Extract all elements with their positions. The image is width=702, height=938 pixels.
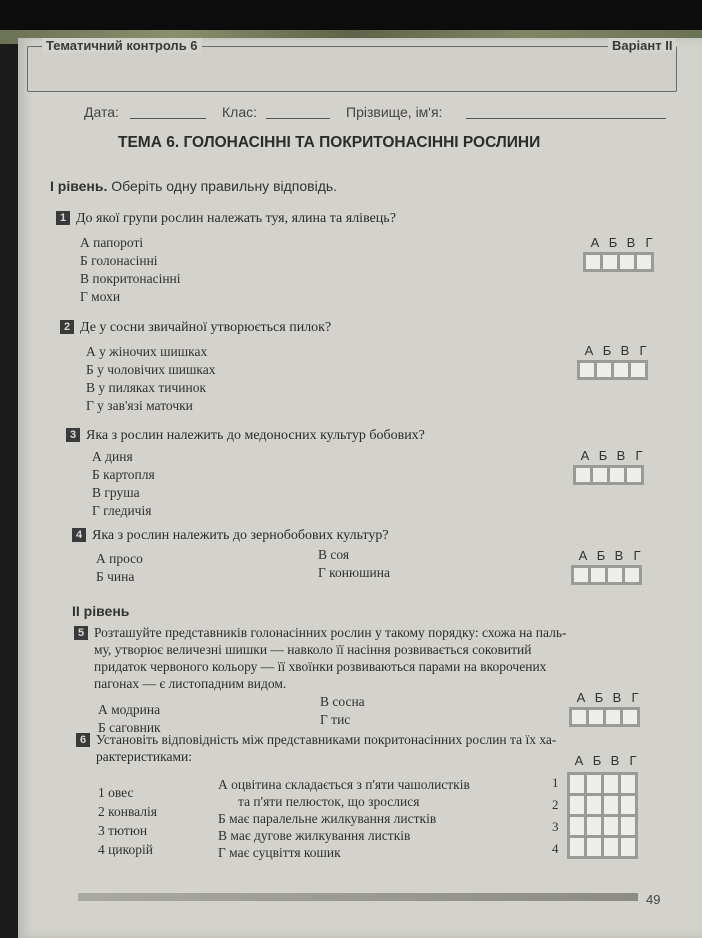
- matrix-cell[interactable]: [604, 775, 618, 793]
- question-4-options-left: [96, 550, 143, 586]
- question-number: 6: [76, 733, 90, 747]
- question-4-options-right: [318, 546, 390, 582]
- answer-letters-5: А Б В Г: [576, 690, 639, 705]
- date-line: [130, 118, 206, 119]
- date-label: Дата:: [84, 104, 119, 120]
- matrix-cell[interactable]: [621, 796, 635, 814]
- matrix-cell[interactable]: [570, 817, 584, 835]
- characteristic-item: та п'яти пелюсток, що зрослися: [238, 794, 420, 809]
- answer-grid-4: [571, 565, 642, 585]
- answer-cell[interactable]: [576, 468, 590, 482]
- answer-cell[interactable]: [608, 568, 622, 582]
- answer-matrix-6: [567, 772, 638, 859]
- option: Г конюшина: [318, 565, 390, 580]
- question-number: 5: [74, 626, 88, 640]
- option: Г тис: [320, 712, 351, 727]
- answer-grid-3: [573, 465, 644, 485]
- matrix-cell[interactable]: [587, 775, 601, 793]
- option: Б у чоловічих шишках: [86, 362, 216, 377]
- top-dark-strip: [0, 0, 702, 30]
- question-number: 1: [56, 211, 70, 225]
- option: Г гледичія: [92, 503, 152, 518]
- matrix-cell[interactable]: [604, 796, 618, 814]
- matrix-cell[interactable]: [587, 817, 601, 835]
- matrix-cell[interactable]: [587, 838, 601, 856]
- matrix-row-numbers: 1 2 3 4: [552, 775, 559, 856]
- matrix-cell[interactable]: [621, 817, 635, 835]
- answer-letters-3: А Б В Г: [580, 448, 643, 463]
- option: Г у зав'язі маточки: [86, 398, 193, 413]
- answer-letters-4: А Б В Г: [578, 548, 641, 563]
- answer-cell[interactable]: [623, 710, 637, 724]
- answer-cell[interactable]: [610, 468, 624, 482]
- answer-grid-5: [569, 707, 640, 727]
- class-line: [266, 118, 330, 119]
- name-label: Прізвище, ім'я:: [346, 104, 443, 120]
- answer-grid-1: [583, 252, 654, 272]
- test-title: Тематичний контроль 6: [42, 38, 202, 53]
- answer-letters-2: А Б В Г: [584, 343, 647, 358]
- question-text: Яка з рослин належить до медоносних культур бобових?: [86, 428, 425, 443]
- answer-cell[interactable]: [593, 468, 607, 482]
- matrix-cell[interactable]: [570, 796, 584, 814]
- plant-item: 1 овес: [98, 785, 134, 800]
- characteristic-item: Б має паралельне жилкування листків: [218, 811, 437, 826]
- question-text: Яка з рослин належить до зернобобових культур?: [92, 528, 389, 543]
- name-line: [466, 118, 666, 119]
- question-1-options: [80, 234, 181, 306]
- question-2-options: [86, 343, 215, 415]
- answer-cell[interactable]: [580, 363, 594, 377]
- option: В сосна: [320, 694, 365, 709]
- page-number: 49: [646, 892, 661, 907]
- question-number: 4: [72, 528, 86, 542]
- option: В груша: [92, 485, 140, 500]
- answer-letters-1: А Б В Г: [590, 235, 653, 250]
- plant-item: 3 тютюн: [98, 823, 148, 838]
- option: В покритонасінні: [80, 271, 181, 286]
- option: В у пиляках тичинок: [86, 380, 207, 395]
- option: Б картопля: [92, 467, 155, 482]
- level1-label: І рівень.: [50, 178, 108, 194]
- question-6-characteristics: [218, 776, 470, 861]
- matrix-cell[interactable]: [570, 838, 584, 856]
- question-6-plants: [98, 783, 157, 859]
- answer-cell[interactable]: [637, 255, 651, 269]
- answer-letters-6: А Б В Г: [574, 753, 637, 768]
- variant-label: Варіант II: [608, 38, 676, 53]
- question-3: [66, 428, 425, 444]
- answer-cell[interactable]: [591, 568, 605, 582]
- option: А просо: [96, 551, 143, 566]
- characteristic-item: В має дугове жилкування листків: [218, 828, 411, 843]
- plant-item: 4 цикорій: [98, 842, 153, 857]
- question-text: пагонах — є листопадним видом.: [94, 676, 287, 691]
- question-text: Установіть відповідність між представниками покритонасінних рослин та їх ха-: [96, 732, 557, 747]
- answer-cell[interactable]: [620, 255, 634, 269]
- class-label: Клас:: [222, 104, 257, 120]
- option: А модрина: [98, 702, 161, 717]
- characteristic-item: Г має суцвіття кошик: [218, 845, 341, 860]
- option: Б чина: [96, 569, 135, 584]
- option: Г мохи: [80, 289, 121, 304]
- question-text: придаток червоного кольору — її хвоїнки розвиваються парами на вкорочених: [94, 659, 547, 674]
- question-text: Розташуйте представників голонасінних рослин у такому порядку: схожа на паль-: [94, 625, 567, 640]
- plant-item: 2 конвалія: [98, 804, 157, 819]
- question-2: [60, 320, 331, 336]
- question-text: Де у сосни звичайної утворюється пилок?: [80, 320, 332, 335]
- matrix-cell[interactable]: [621, 838, 635, 856]
- answer-grid-2: [577, 360, 648, 380]
- answer-cell[interactable]: [614, 363, 628, 377]
- question-1: [56, 211, 396, 227]
- question-text: му, утворює величезні шишки — навколо її насіння розвивається соковитий: [94, 642, 532, 657]
- question-5: [74, 624, 674, 692]
- answer-cell[interactable]: [586, 255, 600, 269]
- question-5-options-right: [320, 693, 365, 729]
- option: Б саговник: [98, 720, 161, 735]
- topic-title: ТЕМА 6. ГОЛОНАСІННІ ТА ПОКРИТОНАСІННІ РОСЛИНИ: [118, 134, 541, 151]
- level1-instruction: Оберіть одну правильну відповідь.: [111, 178, 338, 194]
- option: А диня: [92, 449, 133, 464]
- question-text: рактеристиками:: [96, 749, 192, 764]
- footer-bar: [78, 893, 638, 901]
- matrix-cell[interactable]: [587, 796, 601, 814]
- question-number: 3: [66, 428, 80, 442]
- matrix-cell[interactable]: [621, 775, 635, 793]
- option: Б голонасінні: [80, 253, 158, 268]
- answer-cell[interactable]: [597, 363, 611, 377]
- answer-cell[interactable]: [572, 710, 586, 724]
- matrix-cell[interactable]: [604, 817, 618, 835]
- answer-cell[interactable]: [606, 710, 620, 724]
- answer-cell[interactable]: [627, 468, 641, 482]
- level1-heading: [50, 178, 337, 194]
- option: А у жіночих шишках: [86, 344, 208, 359]
- answer-cell[interactable]: [631, 363, 645, 377]
- question-3-options: [92, 448, 155, 520]
- question-text: До якої групи рослин належать туя, ялина та ялівець?: [76, 211, 396, 226]
- level2-heading: II рівень: [72, 603, 130, 619]
- option: А папороті: [80, 235, 144, 250]
- question-number: 2: [60, 320, 74, 334]
- matrix-cell[interactable]: [570, 775, 584, 793]
- answer-cell[interactable]: [603, 255, 617, 269]
- matrix-cell[interactable]: [604, 838, 618, 856]
- answer-cell[interactable]: [625, 568, 639, 582]
- answer-cell[interactable]: [574, 568, 588, 582]
- answer-cell[interactable]: [589, 710, 603, 724]
- option: В соя: [318, 547, 350, 562]
- characteristic-item: А оцвітина складається з п'яти чашолистків: [218, 777, 470, 792]
- question-4: [72, 528, 389, 544]
